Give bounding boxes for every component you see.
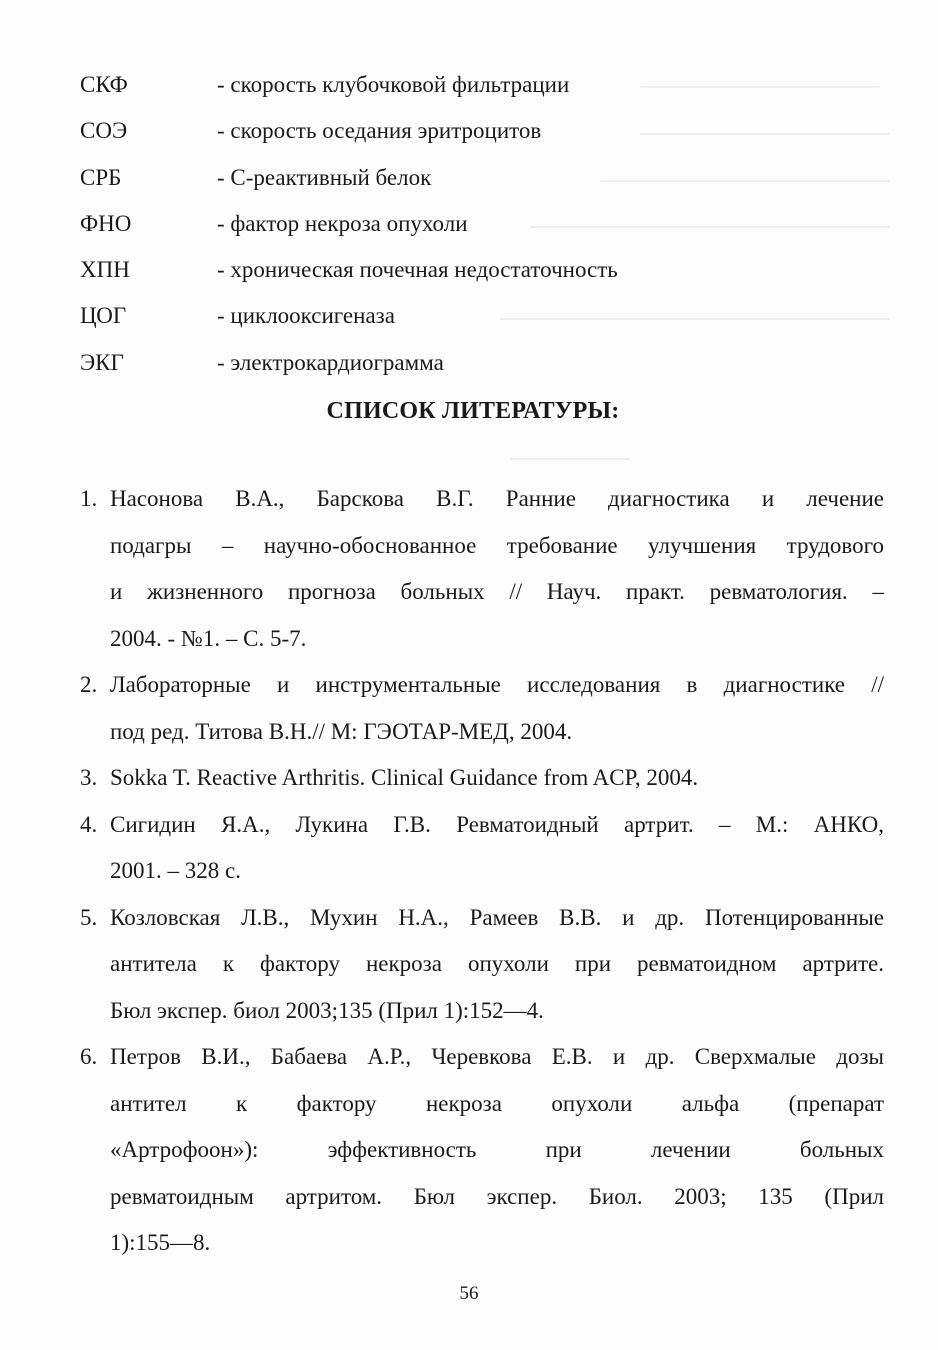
abbreviation-term: ХПН	[80, 257, 130, 283]
abbreviation-definition: - электрокардиограмма	[217, 349, 444, 375]
abbreviation-term: СКФ	[80, 72, 128, 97]
reference-number: 2.	[80, 672, 98, 697]
reference-item	[80, 895, 884, 1035]
reference-line: ревматоидным артритом. Бюл экспер. Биол. 2003; 135 (Прил	[110, 1183, 884, 1209]
reference-number: 6.	[80, 1044, 98, 1069]
abbreviation-row	[80, 340, 880, 386]
abbreviation-definition: - хроническая почечная недостаточность	[217, 257, 618, 283]
reference-number: 1.	[80, 486, 98, 511]
reference-number: 3.	[80, 765, 98, 790]
abbreviation-definition: - фактор некроза опухоли	[217, 210, 468, 236]
abbreviation-row	[80, 108, 880, 154]
abbreviation-term: ФНО	[80, 210, 132, 236]
reference-line: 2004. - №1. – С. 5-7.	[110, 625, 307, 651]
abbreviation-row	[80, 155, 880, 201]
abbreviation-term: СОЭ	[80, 118, 128, 144]
page-number: 56	[459, 1283, 479, 1304]
abbreviation-row	[80, 293, 880, 339]
reference-line: Сигидин Я.А., Лукина Г.В. Ревматоидный артрит. – М.: АНКО,	[110, 811, 884, 837]
bleed-through-mark	[510, 458, 630, 460]
reference-line: «Артрофоон»): эффективность при лечении больных	[110, 1137, 884, 1162]
reference-item	[80, 755, 884, 802]
reference-line: антитела к фактору некроза опухоли при ревматоидном артрите.	[110, 951, 884, 976]
reference-item	[80, 1034, 884, 1267]
abbreviation-row	[80, 62, 880, 108]
reference-line: Sokka T. Reactive Arthritis. Clinical Guidance from ACP, 2004.	[110, 765, 699, 790]
reference-list	[80, 476, 884, 1267]
reference-line: подагры – научно-обоснованное требование улучшения трудового	[110, 532, 884, 558]
reference-item	[80, 802, 884, 895]
reference-number: 4.	[80, 811, 98, 837]
abbreviation-row	[80, 201, 880, 247]
abbreviation-term: ЦОГ	[80, 303, 127, 329]
references-heading: СПИСОК ЛИТЕРАТУРЫ:	[326, 398, 620, 424]
reference-line: антител к фактору некроза опухоли альфа (препарат	[110, 1090, 884, 1116]
reference-line: 1):155—8.	[110, 1230, 211, 1255]
abbreviation-definition: - С-реактивный белок	[217, 164, 432, 190]
reference-line: Лабораторные и инструментальные исследования в диагностике //	[110, 672, 884, 697]
reference-line: 2001. – 328 с.	[110, 858, 241, 883]
reference-line: Насонова В.А., Барскова В.Г. Ранние диагностика и лечение	[110, 486, 884, 511]
reference-line: Козловская Л.В., Мухин Н.А., Рамеев В.В. и др. Потенцированные	[110, 904, 884, 930]
reference-item	[80, 476, 884, 662]
abbreviation-definition: - скорость клубочковой фильтрации	[217, 72, 570, 97]
reference-line: под ред. Титова В.Н.// М: ГЭОТАР-МЕД, 2004.	[110, 718, 573, 744]
reference-line: Бюл экспер. биол 2003;135 (Прил 1):152—4.	[110, 997, 544, 1023]
reference-number: 5.	[80, 904, 98, 930]
abbreviation-term: СРБ	[80, 164, 122, 190]
abbreviation-definition: - скорость оседания эритроцитов	[217, 118, 542, 144]
abbreviation-definition: - циклооксигеназа	[217, 303, 395, 329]
abbreviation-term: ЭКГ	[80, 349, 124, 375]
reference-item	[80, 662, 884, 755]
reference-line: и жизненного прогноза больных // Науч. практ. ревматология. –	[110, 579, 884, 604]
abbreviation-list	[80, 62, 880, 386]
reference-line: Петров В.И., Бабаева А.Р., Черевкова Е.В. и др. Сверхмалые дозы	[110, 1044, 884, 1069]
abbreviation-row	[80, 247, 880, 293]
